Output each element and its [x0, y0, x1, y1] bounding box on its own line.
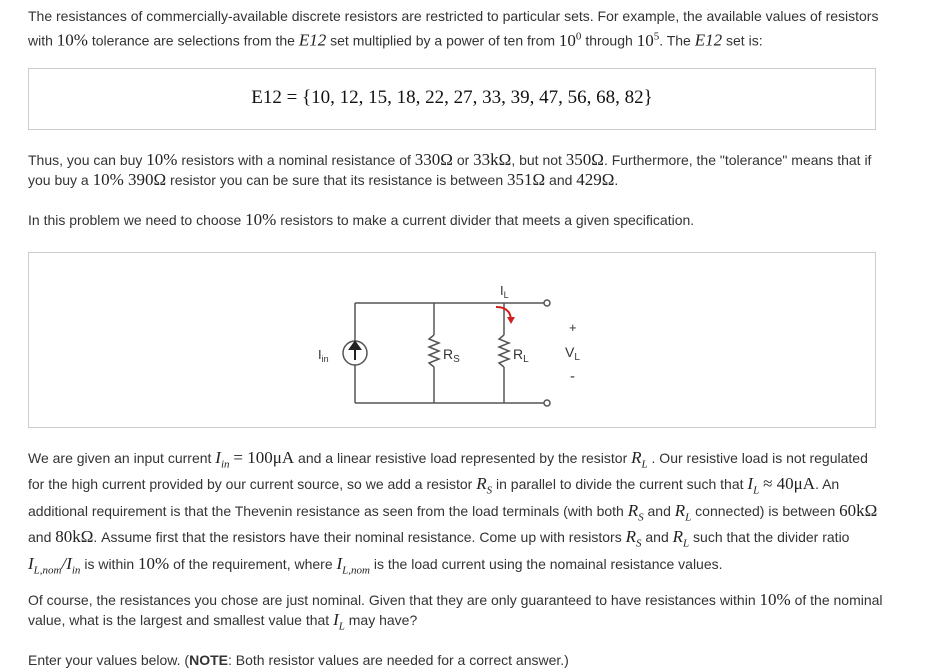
e12-equation: E12 = {10, 12, 15, 18, 22, 27, 33, 39, 47, 56, 68, 82}	[251, 87, 653, 108]
p4-h: connected) is between	[695, 502, 836, 519]
p5-c: nominal value, what is the largest and smallest value that	[28, 592, 883, 628]
p3-text-a: In this problem we need to choose	[28, 212, 242, 228]
p4-d: regulated for the high current provided by our current source, so we add a resistor	[28, 450, 868, 493]
set-name-2: E12	[694, 30, 723, 50]
p4-rs2: $R_S$	[627, 500, 644, 524]
p4-ilnom: $I_{L,nom}$	[336, 553, 370, 576]
p4-v1: 60kΩ	[839, 500, 878, 520]
paragraph-6	[28, 650, 883, 670]
intro-text-3: tolerance are selections from the	[91, 32, 295, 49]
p5-a: Of course, the resistances you chose are just nominal. Given that they are only guaranteed to have resistances within	[28, 592, 756, 608]
p4-n: of the requirement, where	[173, 555, 333, 572]
p4-p: nomainal resistance values.	[549, 555, 723, 572]
p2-r2: 33kΩ	[473, 150, 512, 169]
p2-text-a: Thus, you can buy	[28, 152, 143, 168]
p4-f: . An additional requirement is that the Thevenin resistance as seen from the load terminals (with both	[28, 476, 840, 519]
p6-b: : Both resistor values are needed for a correct answer.)	[227, 652, 569, 668]
p4-eq: = 100μA	[233, 448, 295, 467]
p4-approx: ≈ 40μA	[763, 474, 816, 494]
intro-text-1: The resistances of commercially-available discrete resistors are restricted to particular sets. For example, the available values of	[28, 8, 822, 24]
source-arrow-head-icon	[350, 342, 360, 349]
p2-r3: 350Ω	[565, 150, 604, 169]
paragraph-4	[28, 448, 883, 580]
p4-k: and	[645, 529, 669, 546]
p4-g: and	[647, 502, 671, 519]
label-rl: $R_L$	[513, 346, 529, 365]
p3-tol: 10%	[245, 210, 277, 229]
p4-b: and a linear resistive load represented by the resistor	[298, 450, 628, 466]
equation-box	[28, 68, 876, 130]
p6-note: NOTE	[189, 652, 228, 668]
p4-rl3: $R_L$	[672, 527, 690, 550]
p4-rs: $R_S$	[476, 474, 493, 497]
p3-text-b: resistors to make a current divider that meets a given specification.	[280, 212, 695, 228]
p2-text-e: . Furthermore, the "tolerance" means	[603, 152, 834, 168]
p5-d: may have?	[348, 612, 418, 628]
p2-tol: 10%	[146, 150, 178, 169]
p4-tol: 10%	[138, 553, 170, 573]
paragraph-2	[28, 150, 883, 190]
p4-v2: 80kΩ	[55, 527, 94, 547]
load-current-arrowhead-icon	[507, 317, 515, 324]
paragraph-5	[28, 590, 883, 636]
p4-ratio: $I_{L,nom}/I_{in}$	[28, 553, 81, 576]
p5-il: $I_L$	[333, 610, 345, 633]
p4-iin: $I_{in}$	[215, 448, 230, 471]
terminal-top-icon	[544, 300, 550, 306]
p5-b: of the	[794, 592, 830, 608]
p2-text-g: resistor you can be sure that its resistance is between	[170, 172, 504, 188]
rs-resistor-icon	[429, 335, 439, 367]
label-minus: -	[570, 368, 575, 385]
p4-l: such that the divider ratio	[693, 529, 850, 546]
p4-a: We are given an input current	[28, 450, 212, 466]
label-vl: $V_L$	[565, 344, 580, 363]
intro-text-7: set is:	[726, 32, 763, 49]
power-high: $10^5$	[636, 30, 660, 50]
p4-o: is the load current using the	[373, 555, 546, 572]
label-iin: $I_{in}$	[318, 347, 329, 364]
circuit-box	[28, 252, 876, 428]
intro-text-5: through	[585, 32, 633, 49]
p5-tol: 10%	[759, 590, 791, 609]
p4-e: in parallel to divide the current such that	[496, 476, 744, 493]
rl-resistor-icon	[499, 335, 509, 367]
label-rs: $R_S$	[443, 346, 460, 365]
p2-r4: 351Ω	[507, 170, 546, 189]
terminal-bottom-icon	[544, 400, 550, 406]
p2-r5: 429Ω	[576, 170, 615, 189]
power-low: $10^0$	[558, 30, 582, 50]
p4-rl2: $R_L$	[674, 500, 692, 524]
paragraph-3	[28, 210, 883, 230]
circuit-diagram	[29, 253, 875, 427]
p2-text-i: .	[614, 172, 619, 188]
p4-m: is within	[84, 555, 135, 572]
intro-text-6: . The	[659, 32, 691, 49]
p4-c: . Our resistive load is not	[651, 450, 806, 466]
p2-text-f: that if you buy a	[28, 152, 872, 188]
p2-tol2: 10% 390Ω	[92, 170, 167, 189]
p2-text-c: or	[456, 152, 470, 168]
p2-r1: 330Ω	[414, 150, 453, 169]
p4-j: . Assume first that the resistors have their nominal resistance. Come up with resistors	[93, 529, 622, 546]
p2-text-b: resistors with a nominal resistance of	[181, 152, 411, 168]
intro-paragraph	[28, 6, 883, 51]
p4-rl: $R_L$	[631, 448, 648, 471]
p4-i: and	[28, 529, 52, 546]
p2-text-d: , but not	[511, 152, 562, 168]
p6-a: Enter your values below. (	[28, 652, 190, 668]
tolerance-value: 10%	[56, 30, 88, 50]
p4-rs3: $R_S$	[625, 527, 642, 550]
label-il: $I_L$	[500, 283, 509, 300]
set-name: E12	[298, 30, 327, 50]
p2-text-h: and	[549, 172, 573, 188]
p4-il: $I_L$	[747, 474, 760, 497]
label-plus: +	[569, 320, 577, 335]
intro-text-4: set multiplied by a power of ten from	[330, 32, 556, 49]
intro-text-2: resistors with	[28, 8, 879, 49]
